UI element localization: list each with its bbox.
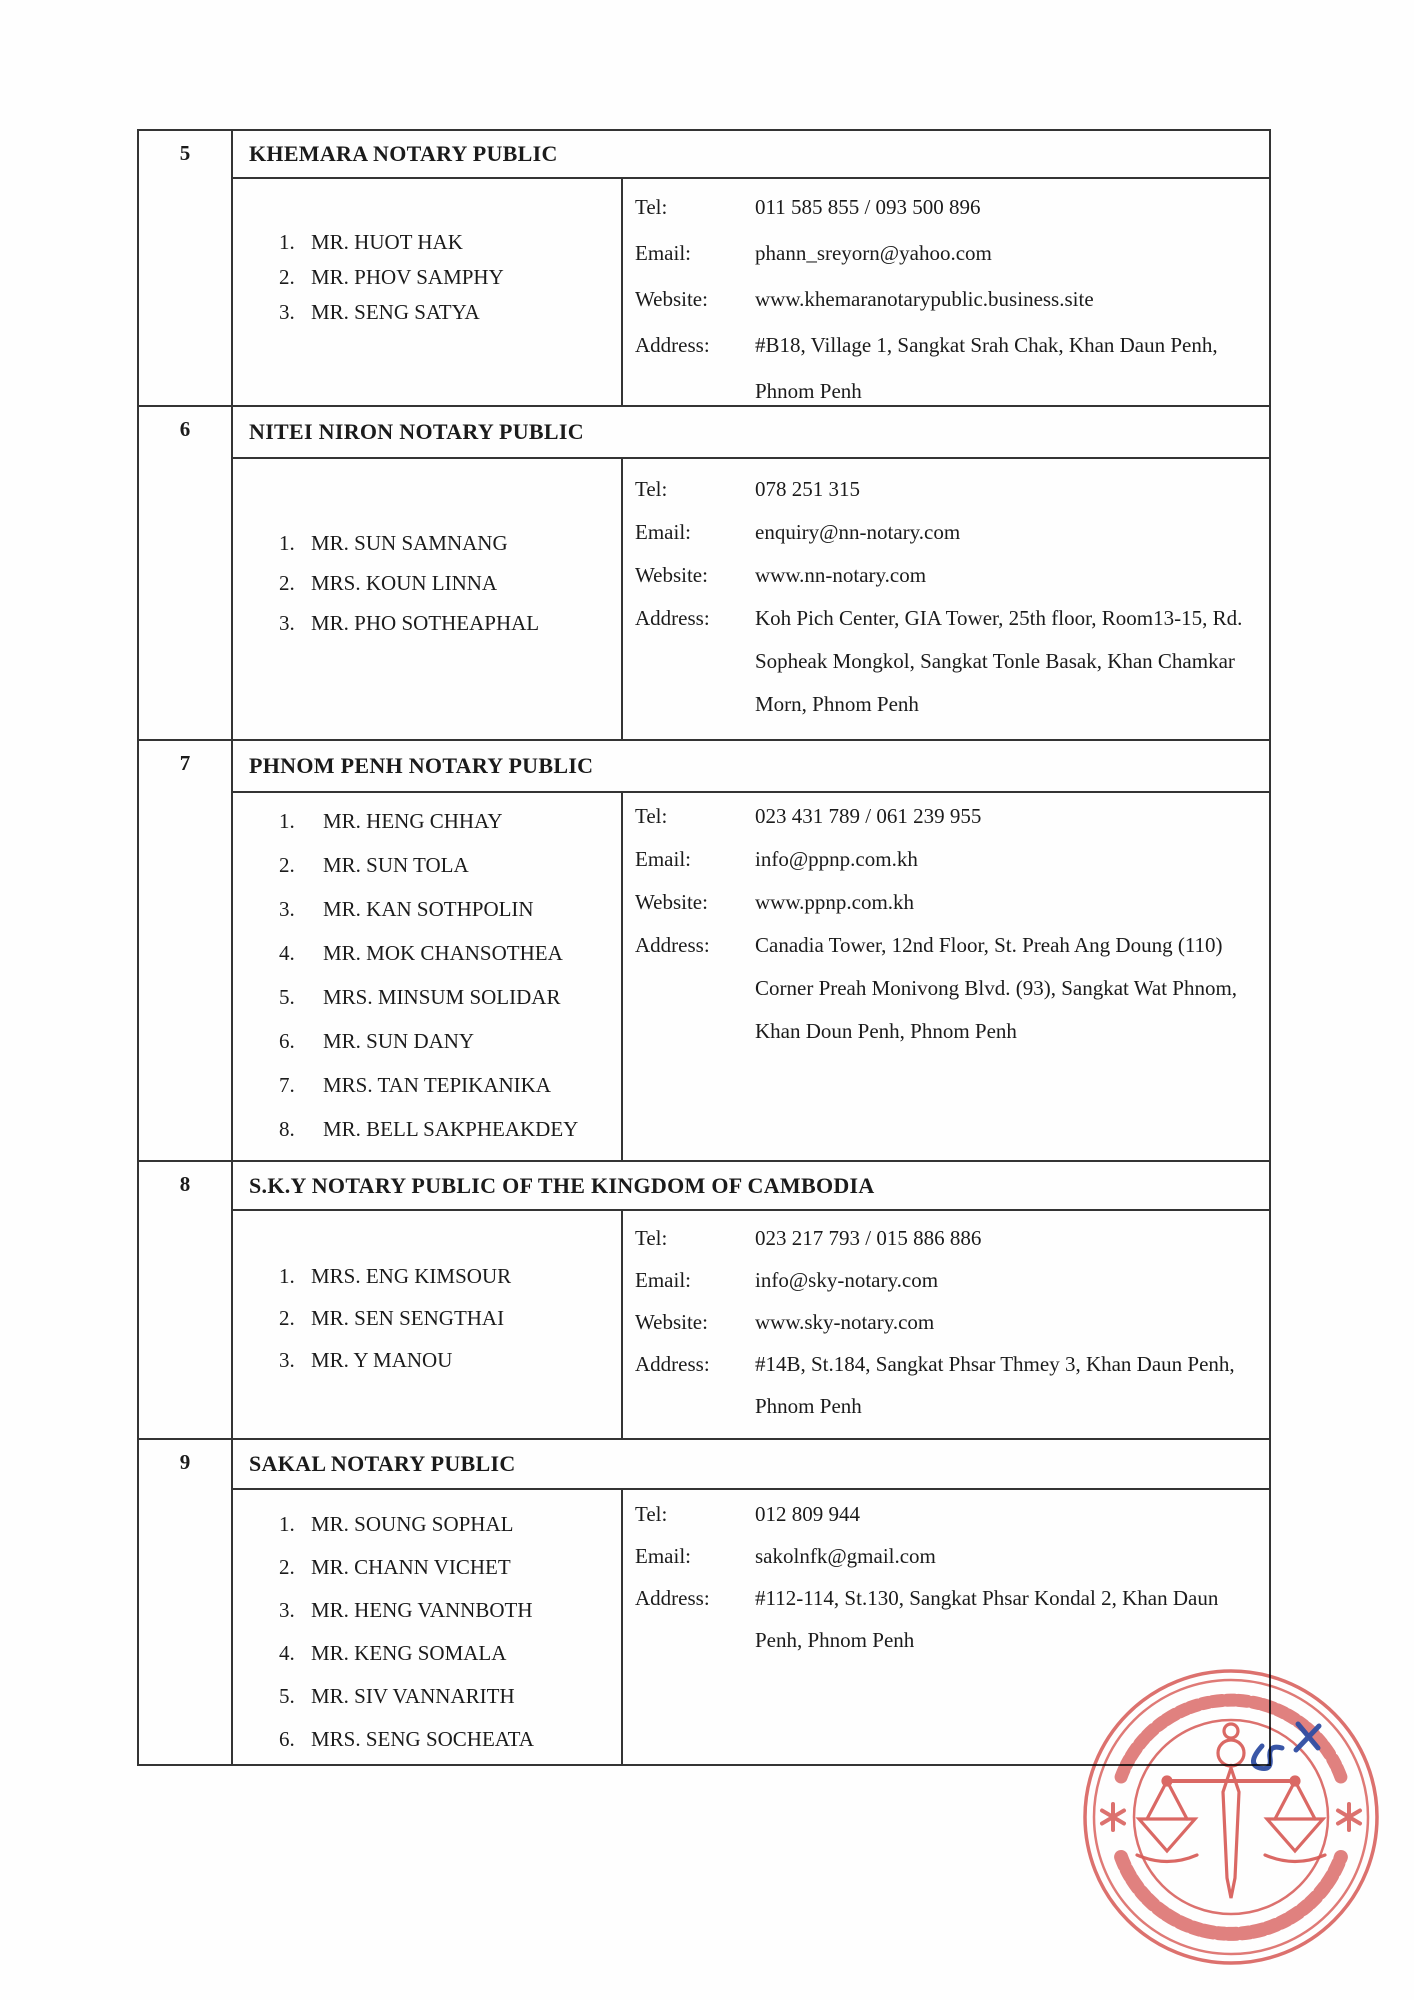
- member-name: MR. SUN SAMNANG: [311, 531, 508, 555]
- member-item: [279, 1339, 621, 1381]
- member-ordinal: 3.: [279, 1598, 295, 1622]
- member-item: [279, 603, 621, 643]
- number-column-spacer: [139, 459, 233, 739]
- member-name: MR. SOUNG SOPHAL: [311, 1512, 514, 1536]
- number-column-spacer: [139, 179, 233, 405]
- member-ordinal: 3.: [279, 1348, 295, 1372]
- contact-label: Website:: [635, 890, 708, 914]
- section-title: PHNOM PENH NOTARY PUBLIC: [233, 741, 1269, 793]
- member-item: [279, 1589, 621, 1632]
- member-name: MR. BELL SAKPHEAKDEY: [323, 1117, 579, 1141]
- contact-row: [635, 1343, 1269, 1427]
- member-ordinal: 1.: [279, 531, 295, 555]
- contact-value: www.ppnp.com.kh: [755, 890, 915, 914]
- contact-value: 023 431 789 / 061 239 955: [755, 804, 982, 828]
- contact-details: [623, 459, 1269, 739]
- member-item: [279, 1255, 621, 1297]
- contact-value: sakolnfk@gmail.com: [755, 1544, 936, 1568]
- contact-label: Email:: [635, 520, 691, 544]
- contact-label: Address:: [635, 606, 710, 630]
- contact-label: Tel:: [635, 1226, 668, 1250]
- section-number: 9: [139, 1440, 233, 1490]
- member-item: [279, 295, 621, 330]
- contact-label: Email:: [635, 847, 691, 871]
- number-column-spacer: [139, 793, 233, 1160]
- contact-row: [635, 276, 1269, 322]
- member-name: MR. HUOT HAK: [311, 230, 463, 254]
- member-item: [279, 1063, 621, 1107]
- notary-stamp: [1076, 1662, 1386, 1972]
- member-item: [279, 523, 621, 563]
- section-body: [139, 459, 1269, 739]
- member-item: [279, 1675, 621, 1718]
- member-name: MR. SENG SATYA: [311, 300, 480, 324]
- contact-value: phann_sreyorn@yahoo.com: [755, 241, 992, 265]
- members-list: [233, 1211, 623, 1438]
- section-khemara: [139, 131, 1269, 405]
- section-body: [139, 1211, 1269, 1438]
- contact-row: [635, 924, 1269, 1053]
- section-header: [139, 407, 1269, 459]
- contact-row: [635, 230, 1269, 276]
- contact-row: [635, 468, 1269, 511]
- section-body: [139, 179, 1269, 405]
- member-ordinal: 2.: [279, 1306, 295, 1330]
- member-ordinal: 6.: [279, 1727, 295, 1751]
- members-list: [233, 179, 623, 405]
- contact-details: [623, 793, 1269, 1160]
- member-ordinal: 3.: [279, 897, 295, 921]
- member-name: MR. PHOV SAMPHY: [311, 265, 504, 289]
- section-header: [139, 741, 1269, 793]
- member-item: [279, 843, 621, 887]
- contact-value: www.khemaranotarypublic.business.site: [755, 287, 1094, 311]
- member-name: MR. CHANN VICHET: [311, 1555, 511, 1579]
- section-header: [139, 1440, 1269, 1490]
- member-ordinal: 2.: [279, 853, 295, 877]
- contact-value: 011 585 855 / 093 500 896: [755, 195, 981, 219]
- section-phnom-penh: [139, 739, 1269, 1160]
- contact-value: #14B, St.184, Sangkat Phsar Thmey 3, Khan Daun Penh, Phnom Penh: [755, 1352, 1235, 1418]
- contact-label: Address:: [635, 933, 710, 957]
- member-ordinal: 6.: [279, 1029, 295, 1053]
- contact-label: Email:: [635, 1544, 691, 1568]
- contact-label: Website:: [635, 563, 708, 587]
- members-list: [233, 459, 623, 739]
- member-name: MR. PHO SOTHEAPHAL: [311, 611, 540, 635]
- member-name: MRS. TAN TEPIKANIKA: [323, 1073, 551, 1097]
- member-name: MR. SEN SENGTHAI: [311, 1306, 505, 1330]
- member-name: MRS. SENG SOCHEATA: [311, 1727, 534, 1751]
- member-ordinal: 1.: [279, 230, 295, 254]
- contact-label: Website:: [635, 1310, 708, 1334]
- member-name: MR. KENG SOMALA: [311, 1641, 507, 1665]
- section-nitei-niron: [139, 405, 1269, 739]
- contact-value: info@ppnp.com.kh: [755, 847, 918, 871]
- members-list: [233, 1490, 623, 1764]
- member-name: MR. HENG CHHAY: [323, 809, 503, 833]
- member-ordinal: 8.: [279, 1117, 295, 1141]
- section-number: 5: [139, 131, 233, 179]
- contact-label: Tel:: [635, 804, 668, 828]
- member-item: [279, 260, 621, 295]
- member-ordinal: 1.: [279, 809, 295, 833]
- contact-value: #B18, Village 1, Sangkat Srah Chak, Khan Daun Penh, Phnom Penh: [755, 333, 1218, 403]
- contact-value: www.sky-notary.com: [755, 1310, 935, 1334]
- member-item: [279, 1297, 621, 1339]
- member-name: MRS. ENG KIMSOUR: [311, 1264, 512, 1288]
- member-ordinal: 1.: [279, 1264, 295, 1288]
- member-ordinal: 3.: [279, 611, 295, 635]
- members-list: [233, 793, 623, 1160]
- member-name: MRS. KOUN LINNA: [311, 571, 498, 595]
- member-ordinal: 7.: [279, 1073, 295, 1097]
- contact-row: [635, 597, 1269, 726]
- contact-row: [635, 554, 1269, 597]
- contact-row: [635, 1535, 1269, 1577]
- contact-row: [635, 511, 1269, 554]
- member-item: [279, 563, 621, 603]
- member-ordinal: 2.: [279, 571, 295, 595]
- contact-value: 078 251 315: [755, 477, 860, 501]
- member-name: MR. SUN TOLA: [323, 853, 469, 877]
- member-name: MR. MOK CHANSOTHEA: [323, 941, 563, 965]
- member-name: MR. SUN DANY: [323, 1029, 475, 1053]
- section-title: KHEMARA NOTARY PUBLIC: [233, 131, 1269, 179]
- number-column-spacer: [139, 1490, 233, 1764]
- member-item: [279, 975, 621, 1019]
- contact-details: [623, 179, 1269, 405]
- notary-directory-table: [137, 129, 1271, 1766]
- contact-value: www.nn-notary.com: [755, 563, 927, 587]
- member-ordinal: 3.: [279, 300, 295, 324]
- section-number: 6: [139, 407, 233, 459]
- member-item: [279, 1546, 621, 1589]
- contact-value: enquiry@nn-notary.com: [755, 520, 961, 544]
- contact-row: [635, 1493, 1269, 1535]
- contact-row: [635, 322, 1269, 414]
- section-number: 8: [139, 1162, 233, 1211]
- contact-row: [635, 881, 1269, 924]
- contact-label: Email:: [635, 1268, 691, 1292]
- section-title: S.K.Y NOTARY PUBLIC OF THE KINGDOM OF CAMBODIA: [233, 1162, 1269, 1211]
- member-ordinal: 5.: [279, 1684, 295, 1708]
- contact-value: 012 809 944: [755, 1502, 860, 1526]
- contact-row: [635, 838, 1269, 881]
- member-item: [279, 799, 621, 843]
- member-ordinal: 5.: [279, 985, 295, 1009]
- section-sky: [139, 1160, 1269, 1438]
- contact-row: [635, 1577, 1269, 1661]
- member-ordinal: 4.: [279, 1641, 295, 1665]
- member-name: MRS. MINSUM SOLIDAR: [323, 985, 561, 1009]
- contact-label: Tel:: [635, 477, 668, 501]
- section-number: 7: [139, 741, 233, 793]
- member-item: [279, 1632, 621, 1675]
- contact-label: Email:: [635, 241, 691, 265]
- number-column-spacer: [139, 1211, 233, 1438]
- member-item: [279, 931, 621, 975]
- member-name: MR. KAN SOTHPOLIN: [323, 897, 534, 921]
- member-ordinal: 4.: [279, 941, 295, 965]
- member-item: [279, 1019, 621, 1063]
- contact-label: Address:: [635, 333, 710, 357]
- member-ordinal: 2.: [279, 1555, 295, 1579]
- contact-details: [623, 1211, 1269, 1438]
- contact-row: [635, 1217, 1269, 1259]
- member-item: [279, 1503, 621, 1546]
- section-title: SAKAL NOTARY PUBLIC: [233, 1440, 1269, 1490]
- contact-label: Tel:: [635, 1502, 668, 1526]
- contact-label: Website:: [635, 287, 708, 311]
- contact-value: 023 217 793 / 015 886 886: [755, 1226, 982, 1250]
- contact-label: Address:: [635, 1352, 710, 1376]
- contact-row: [635, 1259, 1269, 1301]
- contact-label: Address:: [635, 1586, 710, 1610]
- asterisk-icon: [1102, 1804, 1360, 1830]
- section-header: [139, 1162, 1269, 1211]
- member-item: [279, 225, 621, 260]
- contact-row: [635, 795, 1269, 838]
- section-title: NITEI NIRON NOTARY PUBLIC: [233, 407, 1269, 459]
- contact-value: Koh Pich Center, GIA Tower, 25th floor, Room13-15, Rd. Sopheak Mongkol, Sangkat Tonle Basak, Khan Chamkar Morn, Phnom Penh: [755, 606, 1243, 716]
- member-name: MR. SIV VANNARITH: [311, 1684, 515, 1708]
- contact-row: [635, 1301, 1269, 1343]
- member-item: [279, 1718, 621, 1761]
- member-ordinal: 1.: [279, 1512, 295, 1536]
- contact-label: Tel:: [635, 195, 668, 219]
- member-name: MR. HENG VANNBOTH: [311, 1598, 533, 1622]
- section-body: [139, 793, 1269, 1160]
- member-item: [279, 887, 621, 931]
- contact-row: [635, 184, 1269, 230]
- member-name: MR. Y MANOU: [311, 1348, 453, 1372]
- section-header: [139, 131, 1269, 179]
- contact-value: Canadia Tower, 12nd Floor, St. Preah Ang Doung (110) Corner Preah Monivong Blvd. (93), Sangkat Wat Phnom, Khan Doun Penh, Phnom Penh: [755, 933, 1238, 1043]
- contact-value: info@sky-notary.com: [755, 1268, 939, 1292]
- member-item: [279, 1107, 621, 1151]
- member-ordinal: 2.: [279, 265, 295, 289]
- contact-value: #112-114, St.130, Sangkat Phsar Kondal 2, Khan Daun Penh, Phnom Penh: [755, 1586, 1219, 1652]
